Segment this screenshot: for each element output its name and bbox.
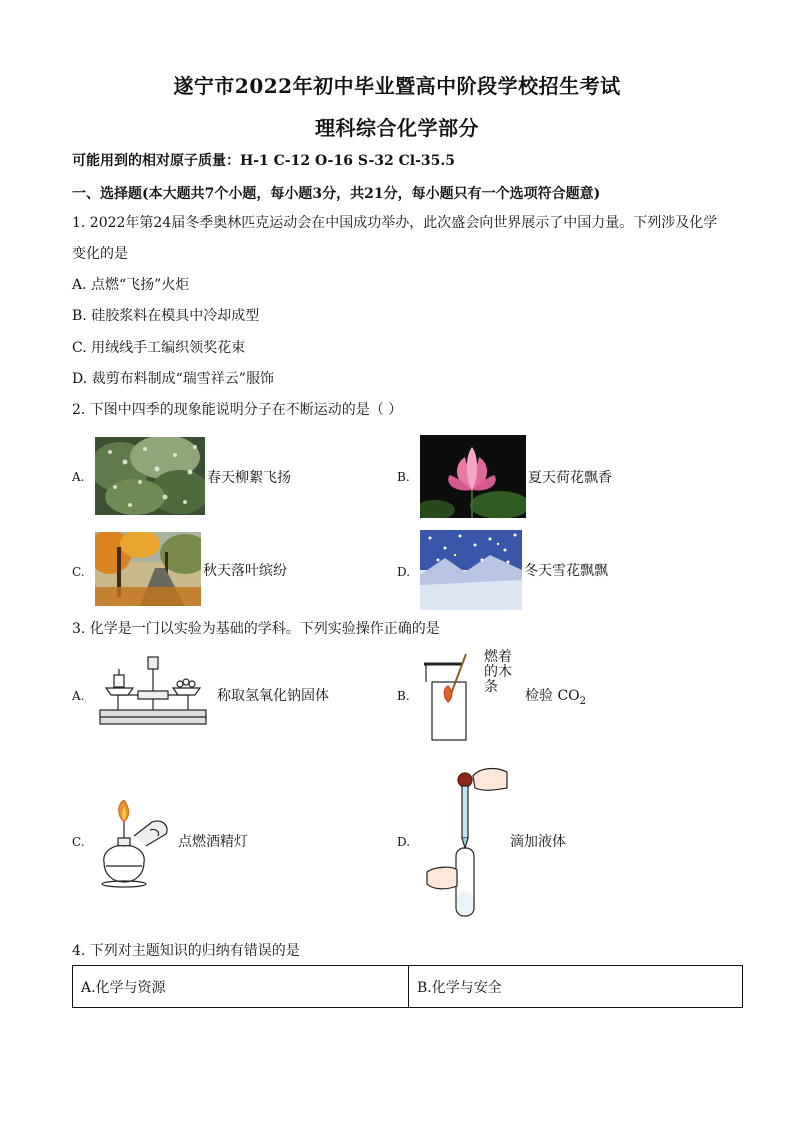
wooden-stick-label-line1: 燃着 bbox=[484, 649, 512, 665]
balance-scale-diagram bbox=[98, 655, 208, 727]
q2-option-a-letter[interactable]: A. bbox=[72, 470, 85, 484]
page-subtitle: 理科综合化学部分 bbox=[315, 116, 479, 140]
willow-photo bbox=[95, 437, 205, 515]
q3-stem: 3. 化学是一门以实验为基础的学科。下列实验操作正确的是 bbox=[72, 621, 440, 637]
q1-stem-line1: 1. 2022年第24届冬季奥林匹克运动会在中国成功举办，此次盛会向世界展示了中国力量。下列涉及化学 bbox=[72, 215, 718, 231]
atomic-masses: 可能用到的相对原子质量：H-1 C-12 O-16 S-32 Cl-35.5 bbox=[72, 153, 455, 169]
q1-option-d[interactable]: D. 裁剪布料制成“瑞雪祥云”服饰 bbox=[72, 371, 274, 387]
q3-option-d-caption: 滴加液体 bbox=[510, 834, 566, 850]
wooden-stick-label-line3: 条 bbox=[484, 679, 498, 695]
q3-option-c-caption: 点燃酒精灯 bbox=[178, 834, 248, 850]
q2-option-d-letter[interactable]: D. bbox=[397, 565, 411, 579]
q2-option-b-caption: 夏天荷花飘香 bbox=[528, 470, 612, 486]
q3-option-a-caption: 称取氢氧化钠固体 bbox=[217, 688, 329, 704]
q2-option-d-caption: 冬天雪花飘飘 bbox=[524, 563, 608, 579]
q2-option-c-letter[interactable]: C. bbox=[72, 565, 85, 579]
section-heading: 一、选择题(本大题共7个小题，每小题3分，共21分，每小题只有一个选项符合题意) bbox=[72, 186, 601, 202]
q4-table-header-a: A.化学与资源 bbox=[73, 966, 409, 1008]
gas-bottle-diagram bbox=[422, 652, 474, 742]
q1-stem-line2: 变化的是 bbox=[72, 246, 128, 262]
lotus-photo bbox=[420, 435, 526, 518]
q4-table-header-b: B.化学与安全 bbox=[409, 966, 743, 1008]
dropper-test-tube-diagram bbox=[425, 762, 509, 920]
q3-option-d-letter[interactable]: D. bbox=[397, 835, 411, 849]
q4-stem: 4. 下列对主题知识的归纳有错误的是 bbox=[72, 943, 300, 959]
q2-option-b-letter[interactable]: B. bbox=[397, 470, 410, 484]
q3-option-b-caption bbox=[525, 687, 586, 711]
q1-option-a[interactable]: A. 点燃“飞扬”火炬 bbox=[72, 277, 190, 293]
q2-stem: 2. 下图中四季的现象能说明分子在不断运动的是（ ） bbox=[72, 402, 403, 418]
page-title: 遂宁市2022年初中毕业暨高中阶段学校招生考试 bbox=[173, 74, 621, 98]
caption-main: 检验 CO bbox=[525, 688, 580, 704]
q3-option-c-letter[interactable]: C. bbox=[72, 835, 85, 849]
wooden-stick-label-line2: 的木 bbox=[484, 664, 512, 680]
q3-option-a-letter[interactable]: A. bbox=[72, 689, 85, 703]
wooden-stick-label bbox=[484, 650, 512, 695]
q2-option-c-caption: 秋天落叶缤纷 bbox=[203, 563, 287, 579]
table-row bbox=[73, 966, 743, 1008]
q4-table bbox=[72, 965, 743, 1008]
autumn-leaves-photo bbox=[95, 532, 201, 606]
q1-option-b[interactable]: B. 硅胶浆料在模具中冷却成型 bbox=[72, 308, 260, 324]
snow-photo bbox=[420, 530, 522, 610]
alcohol-lamp-diagram bbox=[96, 800, 172, 888]
q1-option-c[interactable]: C. 用绒线手工编织领奖花束 bbox=[72, 340, 246, 356]
caption-subscript: 2 bbox=[579, 695, 587, 707]
q3-option-b-letter[interactable]: B. bbox=[397, 689, 410, 703]
q2-option-a-caption: 春天柳絮飞扬 bbox=[207, 470, 291, 486]
